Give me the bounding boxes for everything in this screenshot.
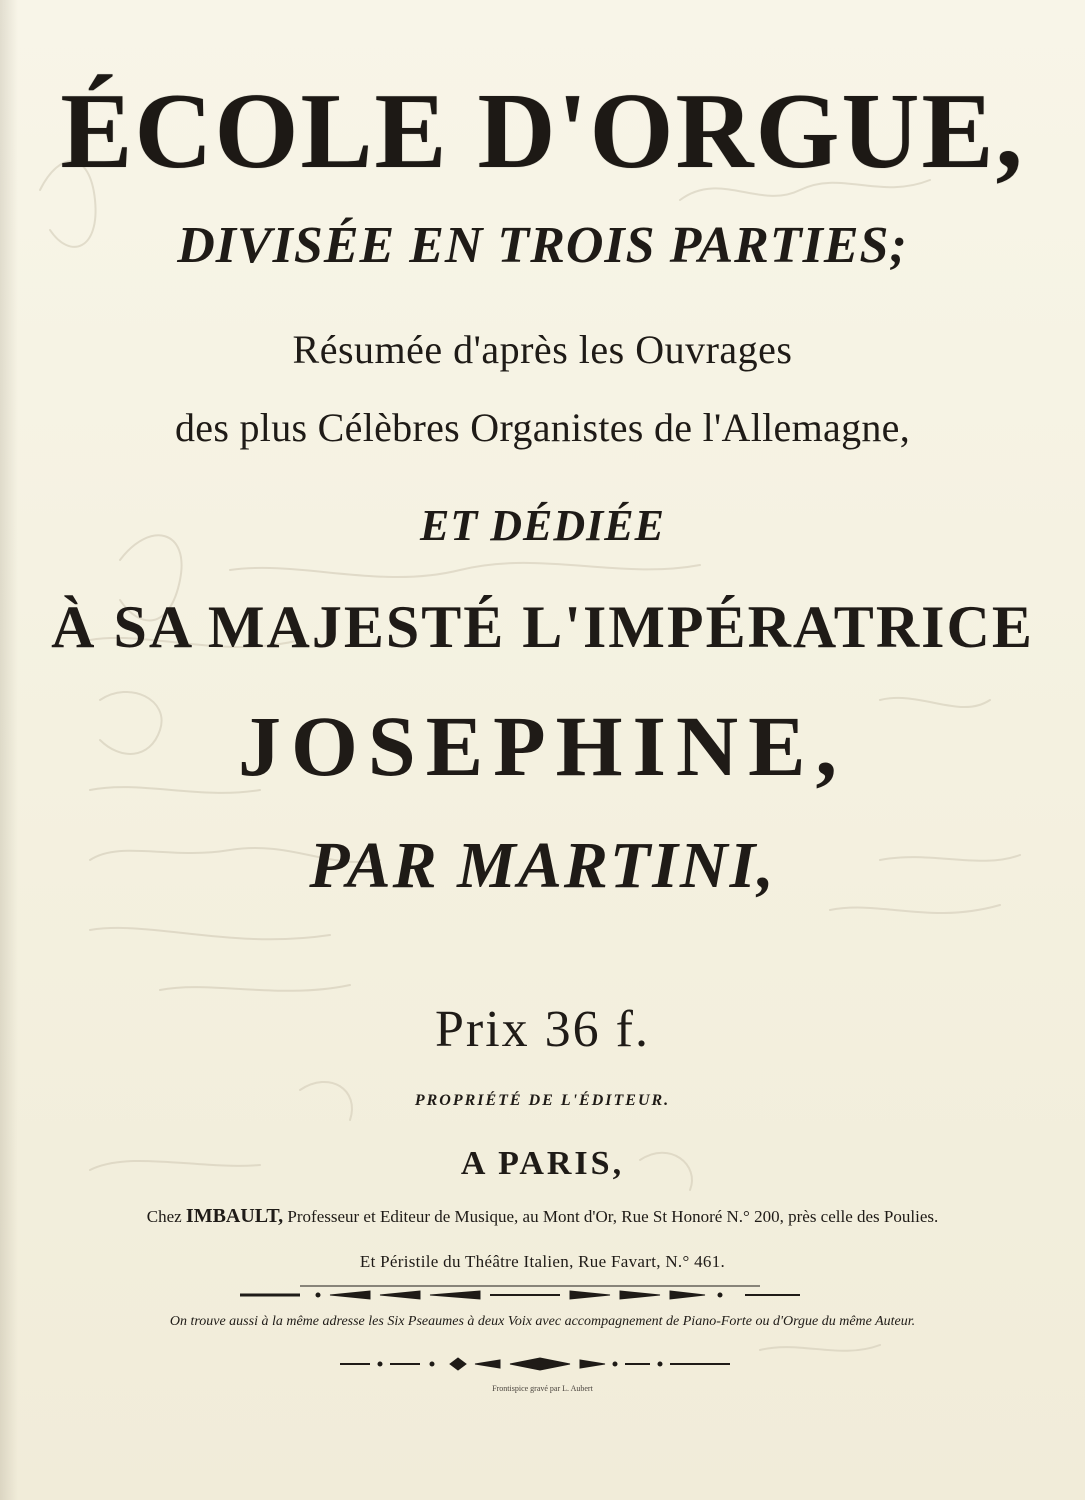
ornament-rule-top bbox=[0, 1282, 1085, 1306]
summary-line-1: Résumée d'après les Ouvrages bbox=[292, 327, 793, 372]
peristyle-address: Et Péristile du Théâtre Italien, Rue Favart, N.° 461. bbox=[359, 1252, 726, 1271]
dedication-to: À SA MAJESTÉ L'IMPÉRATRICE bbox=[51, 594, 1034, 660]
publisher-line bbox=[0, 1203, 1085, 1230]
dedication-intro: ET DÉDIÉE bbox=[420, 501, 665, 550]
property-notice: PROPRIÉTÉ DE L'ÉDITEUR. bbox=[414, 1092, 671, 1109]
subtitle: DIVISÉE EN TROIS PARTIES; bbox=[177, 217, 908, 274]
author-line: PAR MARTINI, bbox=[309, 829, 776, 902]
publisher-prefix: Chez bbox=[146, 1207, 182, 1226]
publisher-name: IMBAULT, bbox=[185, 1205, 284, 1227]
summary-line-2: des plus Célèbres Organistes de l'Allemagne, bbox=[174, 405, 911, 450]
city-label: A PARIS, bbox=[460, 1145, 625, 1182]
dedicatee-name: JOSEPHINE, bbox=[238, 698, 847, 794]
publisher-address: Professeur et Editeur de Musique, au Mont d'Or, Rue St Honoré N.° 200, près celle des Poulies. bbox=[287, 1207, 939, 1226]
availability-note: On trouve aussi à la même adresse les Six Pseaumes à deux Voix avec accompagnement de Piano-Forte ou d'Orgue du même Auteur. bbox=[169, 1314, 916, 1329]
ornament-rule-bottom bbox=[0, 1352, 1085, 1372]
page-title: ÉCOLE D'ORGUE, bbox=[60, 72, 1025, 191]
engraver-credit: Frontispice gravé par L. Aubert bbox=[492, 1384, 593, 1393]
price-label: Prix 36 f. bbox=[435, 1001, 650, 1058]
